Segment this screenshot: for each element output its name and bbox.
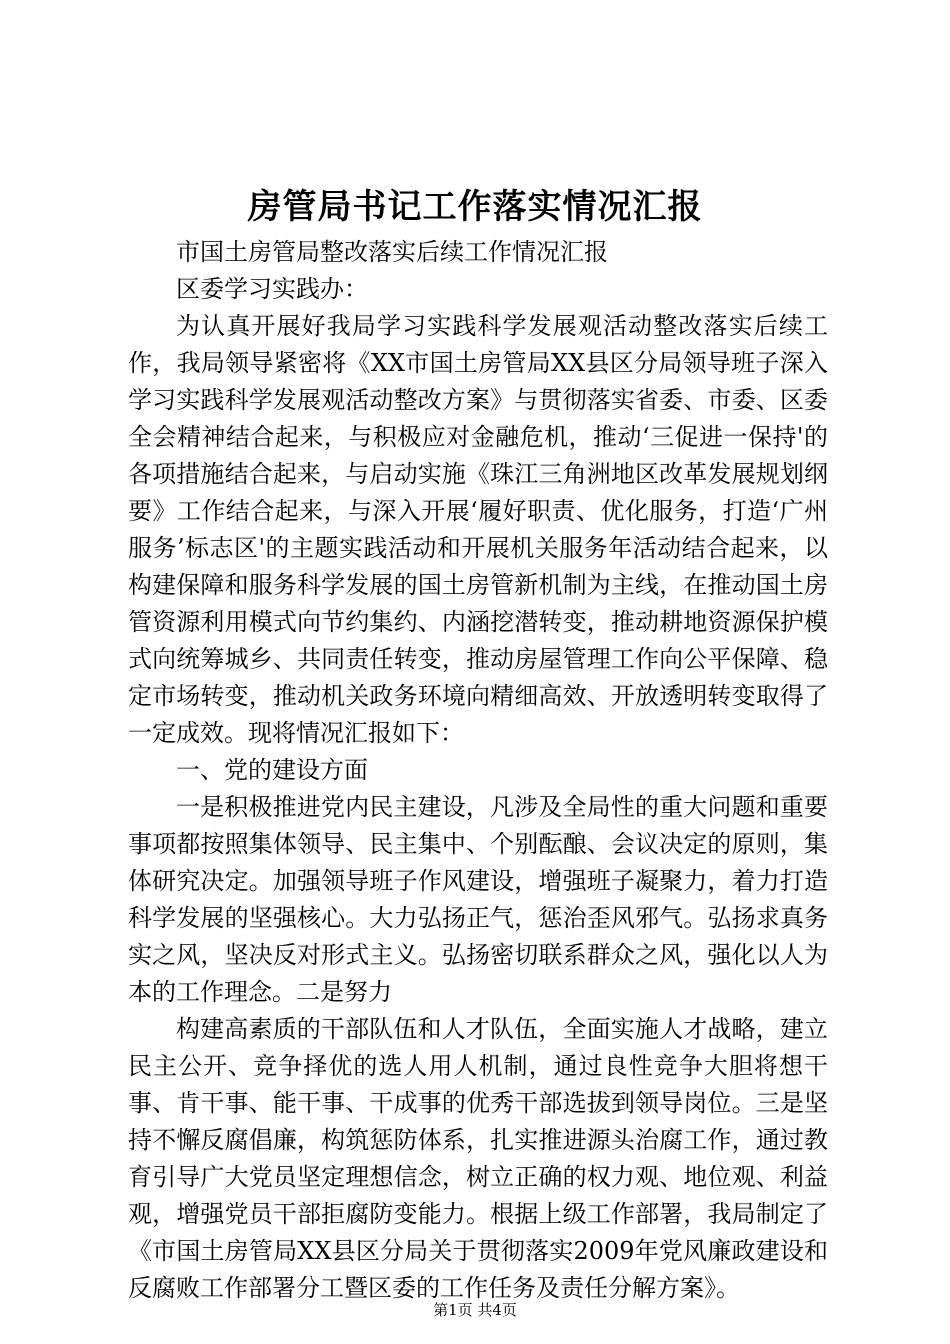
document-body (128, 234, 828, 1307)
page-number: 第1页 共4页 (433, 1301, 517, 1319)
document-title: 房管局书记工作落实情况汇报 (247, 187, 703, 227)
paragraph-cadre-team: 构建高素质的干部队伍和人才队伍，全面实施人才战略，建立民主公开、竞争择优的选人用人机制，通过良性竞争大胆将想干事、肯干事、能干事、干成事的优秀干部选拔到领导岗位。三是坚持不懈反腐倡廉，构筑惩防体系，扎实推进源头治腐工作，通过教育引导广大党员坚定理想信念，树立正确的权力观、地位观、利益观，增强党员干部拒腐防变能力。根据上级工作部署，我局制定了《市国土房管局XX县区分局关于贯彻落实2009年党风廉政建设和反腐败工作部署分工暨区委的工作任务及责任分解方案》。 (128, 1015, 828, 1302)
paragraph-subtitle: 市国土房管局整改落实后续工作情况汇报 (176, 238, 608, 266)
section-heading: 一、党的建设方面 (176, 756, 368, 784)
paragraph-party-building: 一是积极推进党内民主建设，凡涉及全局性的重大问题和重要事项都按照集体领导、民主集中、个别酝酿、会议决定的原则，集体研究决定。加强领导班子作风建设，增强班子凝聚力，着力打造科学发展的坚强核心。大力弘扬正气，惩治歪风邪气。弘扬求真务实之风，坚决反对形式主义。弘扬密切联系群众之风，强化以人为本的工作理念。二是努力 (128, 793, 828, 1006)
paragraph-addressee: 区委学习实践办： (176, 275, 368, 303)
paragraph-intro: 为认真开展好我局学习实践科学发展观活动整改落实后续工作，我局领导紧密将《XX市国土房管局XX县区分局领导班子深入学习实践科学发展观活动整改方案》与贯彻落实省委、市委、区委全会精神结合起来，与积极应对金融危机，推动‘三促进一保持'的各项措施结合起来，与启动实施《珠江三角洲地区改革发展规划纲要》工作结合起来，与深入开展‘履好职责、优化服务，打造‘广州服务’标志区'的主题实践活动和开展机关服务年活动结合起来，以构建保障和服务科学发展的国土房管新机制为主线，在推动国土房管资源利用模式向节约集约、内涵挖潜转变，推动耕地资源保护模式向统筹城乡、共同责任转变，推动房屋管理工作向公平保障、稳定市场转变，推动机关政务环境向精细高效、开放透明转变取得了一定成效。现将情况汇报如下： (128, 312, 828, 747)
